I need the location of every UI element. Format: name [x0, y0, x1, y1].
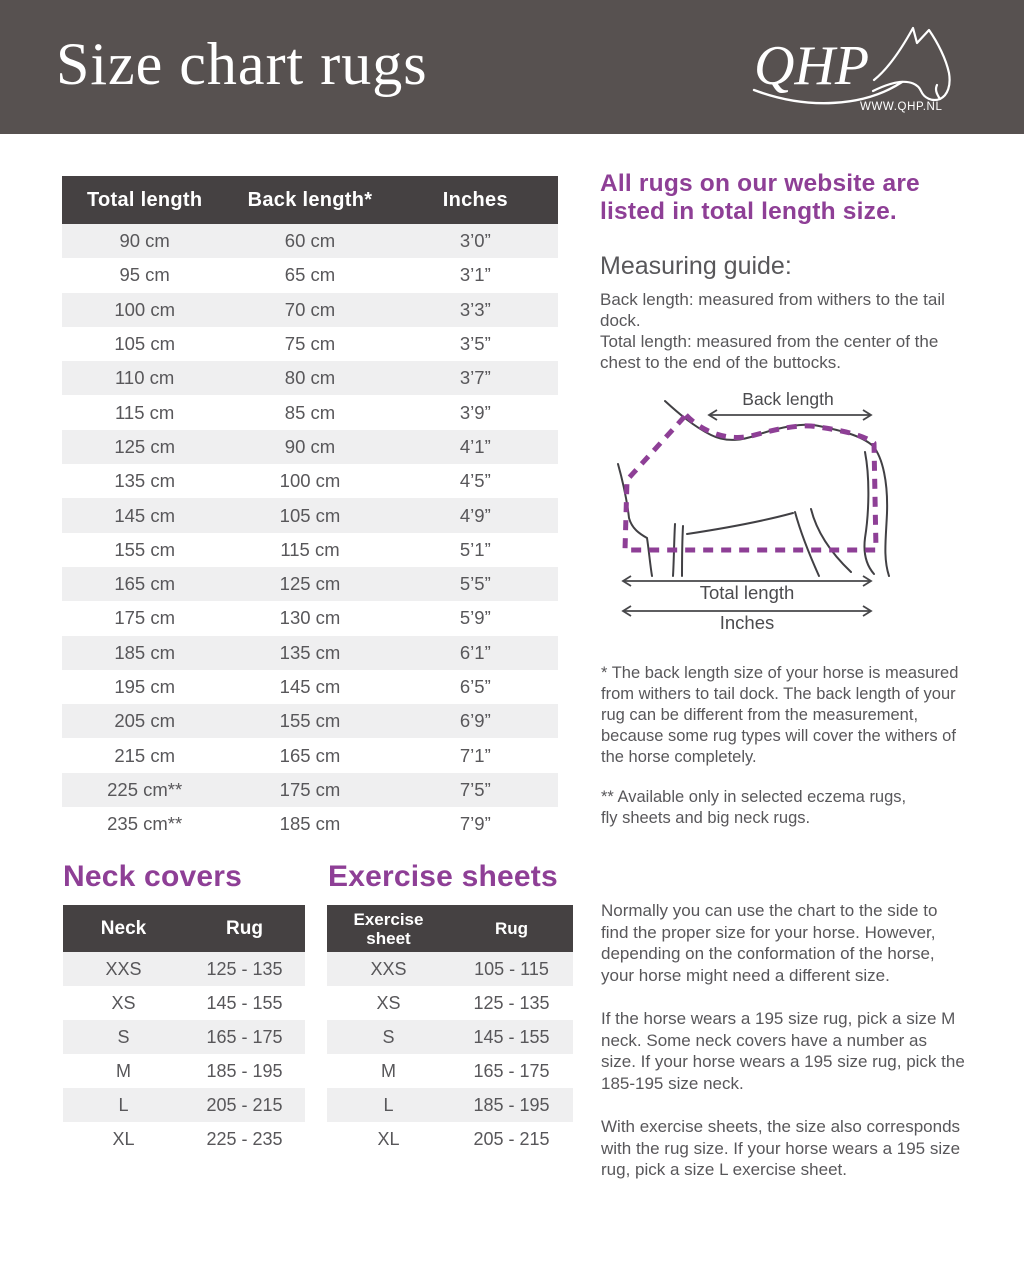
cell-total-length: 105 cm: [114, 333, 175, 355]
advice-paragraph-general: Normally you can use the chart to the side to find the proper size for your horse. However, depending on the conformation of the horse, your horse might need a different size.: [601, 901, 938, 985]
advice-paragraph-exercise: With exercise sheets, the size also corresponds with the rug size. If your horse wears a 195 size rug, pick a size L exercise sheet.: [601, 1117, 961, 1179]
cell-inches: 7’9”: [459, 813, 491, 835]
table-row: [327, 986, 573, 1020]
footnote-back-length: * The back length size of your horse is measured from withers to tail dock. The back length of your rug can be different from the measurement, because some rug types will cover the withers of the horse completely.: [601, 664, 959, 766]
table-row: [62, 293, 558, 327]
cell-sheet-size: XS: [376, 992, 401, 1013]
table-row: [62, 773, 558, 807]
table-row: [62, 395, 558, 429]
cell-total-length: 90 cm: [62, 224, 227, 258]
cell-back-length: 90 cm: [227, 430, 392, 464]
total-length-label: Total length: [699, 582, 795, 603]
horse-diagram: [605, 388, 905, 643]
column-header-total-length: Total length: [62, 176, 227, 224]
cell-rug-range: 185 - 195: [450, 1088, 573, 1122]
cell-inches: 3’1”: [459, 264, 491, 286]
cell-inches: 5’9”: [459, 607, 491, 629]
cell-sheet-size: XL: [377, 1128, 400, 1149]
table-row: [327, 1054, 573, 1088]
table-row: [327, 1122, 573, 1156]
cell-back-length: 165 cm: [279, 744, 341, 766]
cell-back-length: 125 cm: [227, 567, 392, 601]
cell-inches: 4’1”: [393, 430, 558, 464]
cell-neck-size: XL: [112, 1128, 135, 1149]
exercise-sheets-table: [327, 905, 573, 1156]
horse-head-icon: [873, 28, 950, 100]
table-row: [62, 327, 558, 361]
table-row: [62, 601, 558, 635]
cell-total-length: 155 cm: [114, 538, 175, 560]
cell-rug-range: 145 - 155: [206, 992, 283, 1013]
cell-rug-range: 205 - 215: [184, 1088, 305, 1122]
table-row: [63, 1054, 305, 1088]
cell-sheet-size: S: [327, 1020, 450, 1054]
cell-total-length: 215 cm: [114, 744, 175, 766]
table-row: [62, 807, 558, 841]
rug-size-table: [62, 176, 558, 841]
headline: All rugs on our website are listed in total length size.: [600, 170, 920, 225]
cell-total-length: 235 cm**: [107, 813, 183, 835]
table-row: [62, 498, 558, 532]
neck-covers-table-header: [63, 905, 305, 952]
cell-total-length: 135 cm: [114, 470, 175, 492]
rug-outline-dashed: [625, 415, 876, 550]
table-row: [62, 636, 558, 670]
cell-rug-range: 125 - 135: [184, 952, 305, 986]
cell-total-length: 95 cm: [119, 264, 170, 286]
cell-total-length: 115 cm: [115, 401, 175, 423]
guide-total-length-line: Total length: measured from the center of the chest to the end of the buttocks.: [600, 332, 939, 372]
column-header-inches: Inches: [393, 176, 558, 224]
table-row: [63, 986, 305, 1020]
cell-neck-size: XXS: [63, 952, 184, 986]
cell-rug-range: 165 - 175: [184, 1020, 305, 1054]
footnote-availability-line-2: fly sheets and big neck rugs.: [601, 809, 811, 827]
cell-back-length: 85 cm: [284, 401, 336, 423]
cell-back-length: 130 cm: [279, 607, 341, 629]
cell-inches: 7’5”: [393, 773, 558, 807]
cell-inches: 3’7”: [393, 361, 558, 395]
column-header-exercise-sheet: Exercise sheet: [327, 905, 450, 952]
cell-back-length: 185 cm: [279, 813, 341, 835]
back-length-arrow: [709, 410, 871, 420]
column-header-back-length: Back length*: [227, 176, 392, 224]
cell-total-length: 195 cm: [114, 676, 175, 697]
cell-back-length: 70 cm: [227, 293, 392, 327]
table-row: [62, 430, 558, 464]
cell-inches: 6’5”: [459, 676, 491, 697]
table-row: [327, 1020, 573, 1054]
cell-total-length: 110 cm: [62, 361, 227, 395]
cell-inches: 4’9”: [393, 498, 558, 532]
cell-inches: 5’1”: [459, 538, 491, 560]
table-row: [327, 952, 573, 986]
column-header-rug: Rug: [184, 905, 305, 952]
exercise-sheets-table-header: [327, 905, 573, 952]
masthead: [0, 0, 1024, 134]
cell-back-length: 175 cm: [227, 773, 392, 807]
cell-total-length: 185 cm: [62, 636, 227, 670]
rug-size-table-header: [62, 176, 558, 224]
footnote-availability: [601, 787, 963, 829]
cell-total-length: 165 cm: [62, 567, 227, 601]
cell-inches: 3’9”: [459, 401, 491, 423]
cell-inches: 3’0”: [393, 224, 558, 258]
cell-total-length: 175 cm: [114, 607, 175, 629]
cell-back-length: 115 cm: [280, 538, 340, 560]
cell-total-length: 145 cm: [62, 498, 227, 532]
cell-rug-range: 125 - 135: [473, 992, 550, 1013]
cell-sheet-size: M: [381, 1060, 396, 1081]
table-row: [62, 464, 558, 498]
table-row: [62, 224, 558, 258]
cell-back-length: 155 cm: [227, 704, 392, 738]
inches-label: Inches: [719, 612, 775, 633]
table-row: [62, 670, 558, 704]
table-row: [327, 1088, 573, 1122]
table-row: [63, 1020, 305, 1054]
cell-back-length: 80 cm: [227, 361, 392, 395]
cell-inches: 6’9”: [393, 704, 558, 738]
cell-rug-range: 105 - 115: [450, 952, 573, 986]
column-header-rug: Rug: [450, 905, 573, 952]
cell-neck-size: L: [63, 1088, 184, 1122]
cell-back-length: 100 cm: [279, 470, 341, 492]
footnote-availability-line-1: ** Available only in selected eczema rugs,: [601, 788, 907, 806]
measuring-guide-text: [600, 289, 945, 373]
advice-paragraph-neck: If the horse wears a 195 size rug, pick a size M neck. Some neck covers have a number as size. If your horse wears a 195 size rug, pick the 185-195 size neck.: [601, 1009, 965, 1093]
cell-total-length: 100 cm: [62, 293, 227, 327]
exercise-sheets-title: Exercise sheets: [328, 860, 558, 893]
neck-covers-title: Neck covers: [63, 860, 242, 893]
cell-back-length: 75 cm: [284, 333, 336, 355]
measuring-guide-title: Measuring guide:: [600, 252, 792, 280]
table-row: [62, 567, 558, 601]
table-row: [62, 361, 558, 395]
cell-inches: 4’5”: [459, 470, 491, 492]
cell-inches: 3’5”: [459, 333, 491, 355]
cell-total-length: 125 cm: [62, 430, 227, 464]
cell-rug-range: 225 - 235: [206, 1128, 283, 1149]
qhp-logo: [752, 20, 972, 116]
logo-url: WWW.QHP.NL: [860, 101, 943, 113]
back-length-label: Back length: [742, 389, 834, 409]
cell-sheet-size: XXS: [327, 952, 450, 986]
guide-back-length-line: Back length: measured from withers to the tail dock.: [600, 290, 945, 330]
cell-back-length: 145 cm: [279, 676, 341, 697]
cell-inches: 3’3”: [393, 293, 558, 327]
table-row: [62, 258, 558, 292]
page-title: Size chart rugs: [56, 31, 428, 97]
table-row: [63, 952, 305, 986]
cell-rug-range: 185 - 195: [206, 1060, 283, 1081]
cell-back-length: 60 cm: [227, 224, 392, 258]
cell-inches: 5’5”: [393, 567, 558, 601]
table-row: [63, 1122, 305, 1156]
sizing-advice-text: [601, 900, 965, 1203]
cell-rug-range: 145 - 155: [450, 1020, 573, 1054]
column-header-neck: Neck: [63, 905, 184, 952]
cell-back-length: 65 cm: [284, 264, 336, 286]
table-row: [62, 704, 558, 738]
table-row: [63, 1088, 305, 1122]
cell-sheet-size: L: [327, 1088, 450, 1122]
cell-neck-size: S: [63, 1020, 184, 1054]
cell-inches: 6’1”: [393, 636, 558, 670]
cell-rug-range: 165 - 175: [473, 1060, 550, 1081]
neck-covers-table: [63, 905, 305, 1156]
cell-inches: 7’1”: [459, 744, 491, 766]
cell-total-length: 205 cm: [62, 704, 227, 738]
table-row: [62, 533, 558, 567]
qhp-logo-text: QHP: [754, 35, 870, 97]
cell-rug-range: 205 - 215: [473, 1128, 550, 1149]
cell-back-length: 105 cm: [227, 498, 392, 532]
cell-neck-size: XS: [111, 992, 136, 1013]
cell-total-length: 225 cm**: [62, 773, 227, 807]
cell-neck-size: M: [116, 1060, 131, 1081]
table-row: [62, 738, 558, 772]
cell-back-length: 135 cm: [227, 636, 392, 670]
